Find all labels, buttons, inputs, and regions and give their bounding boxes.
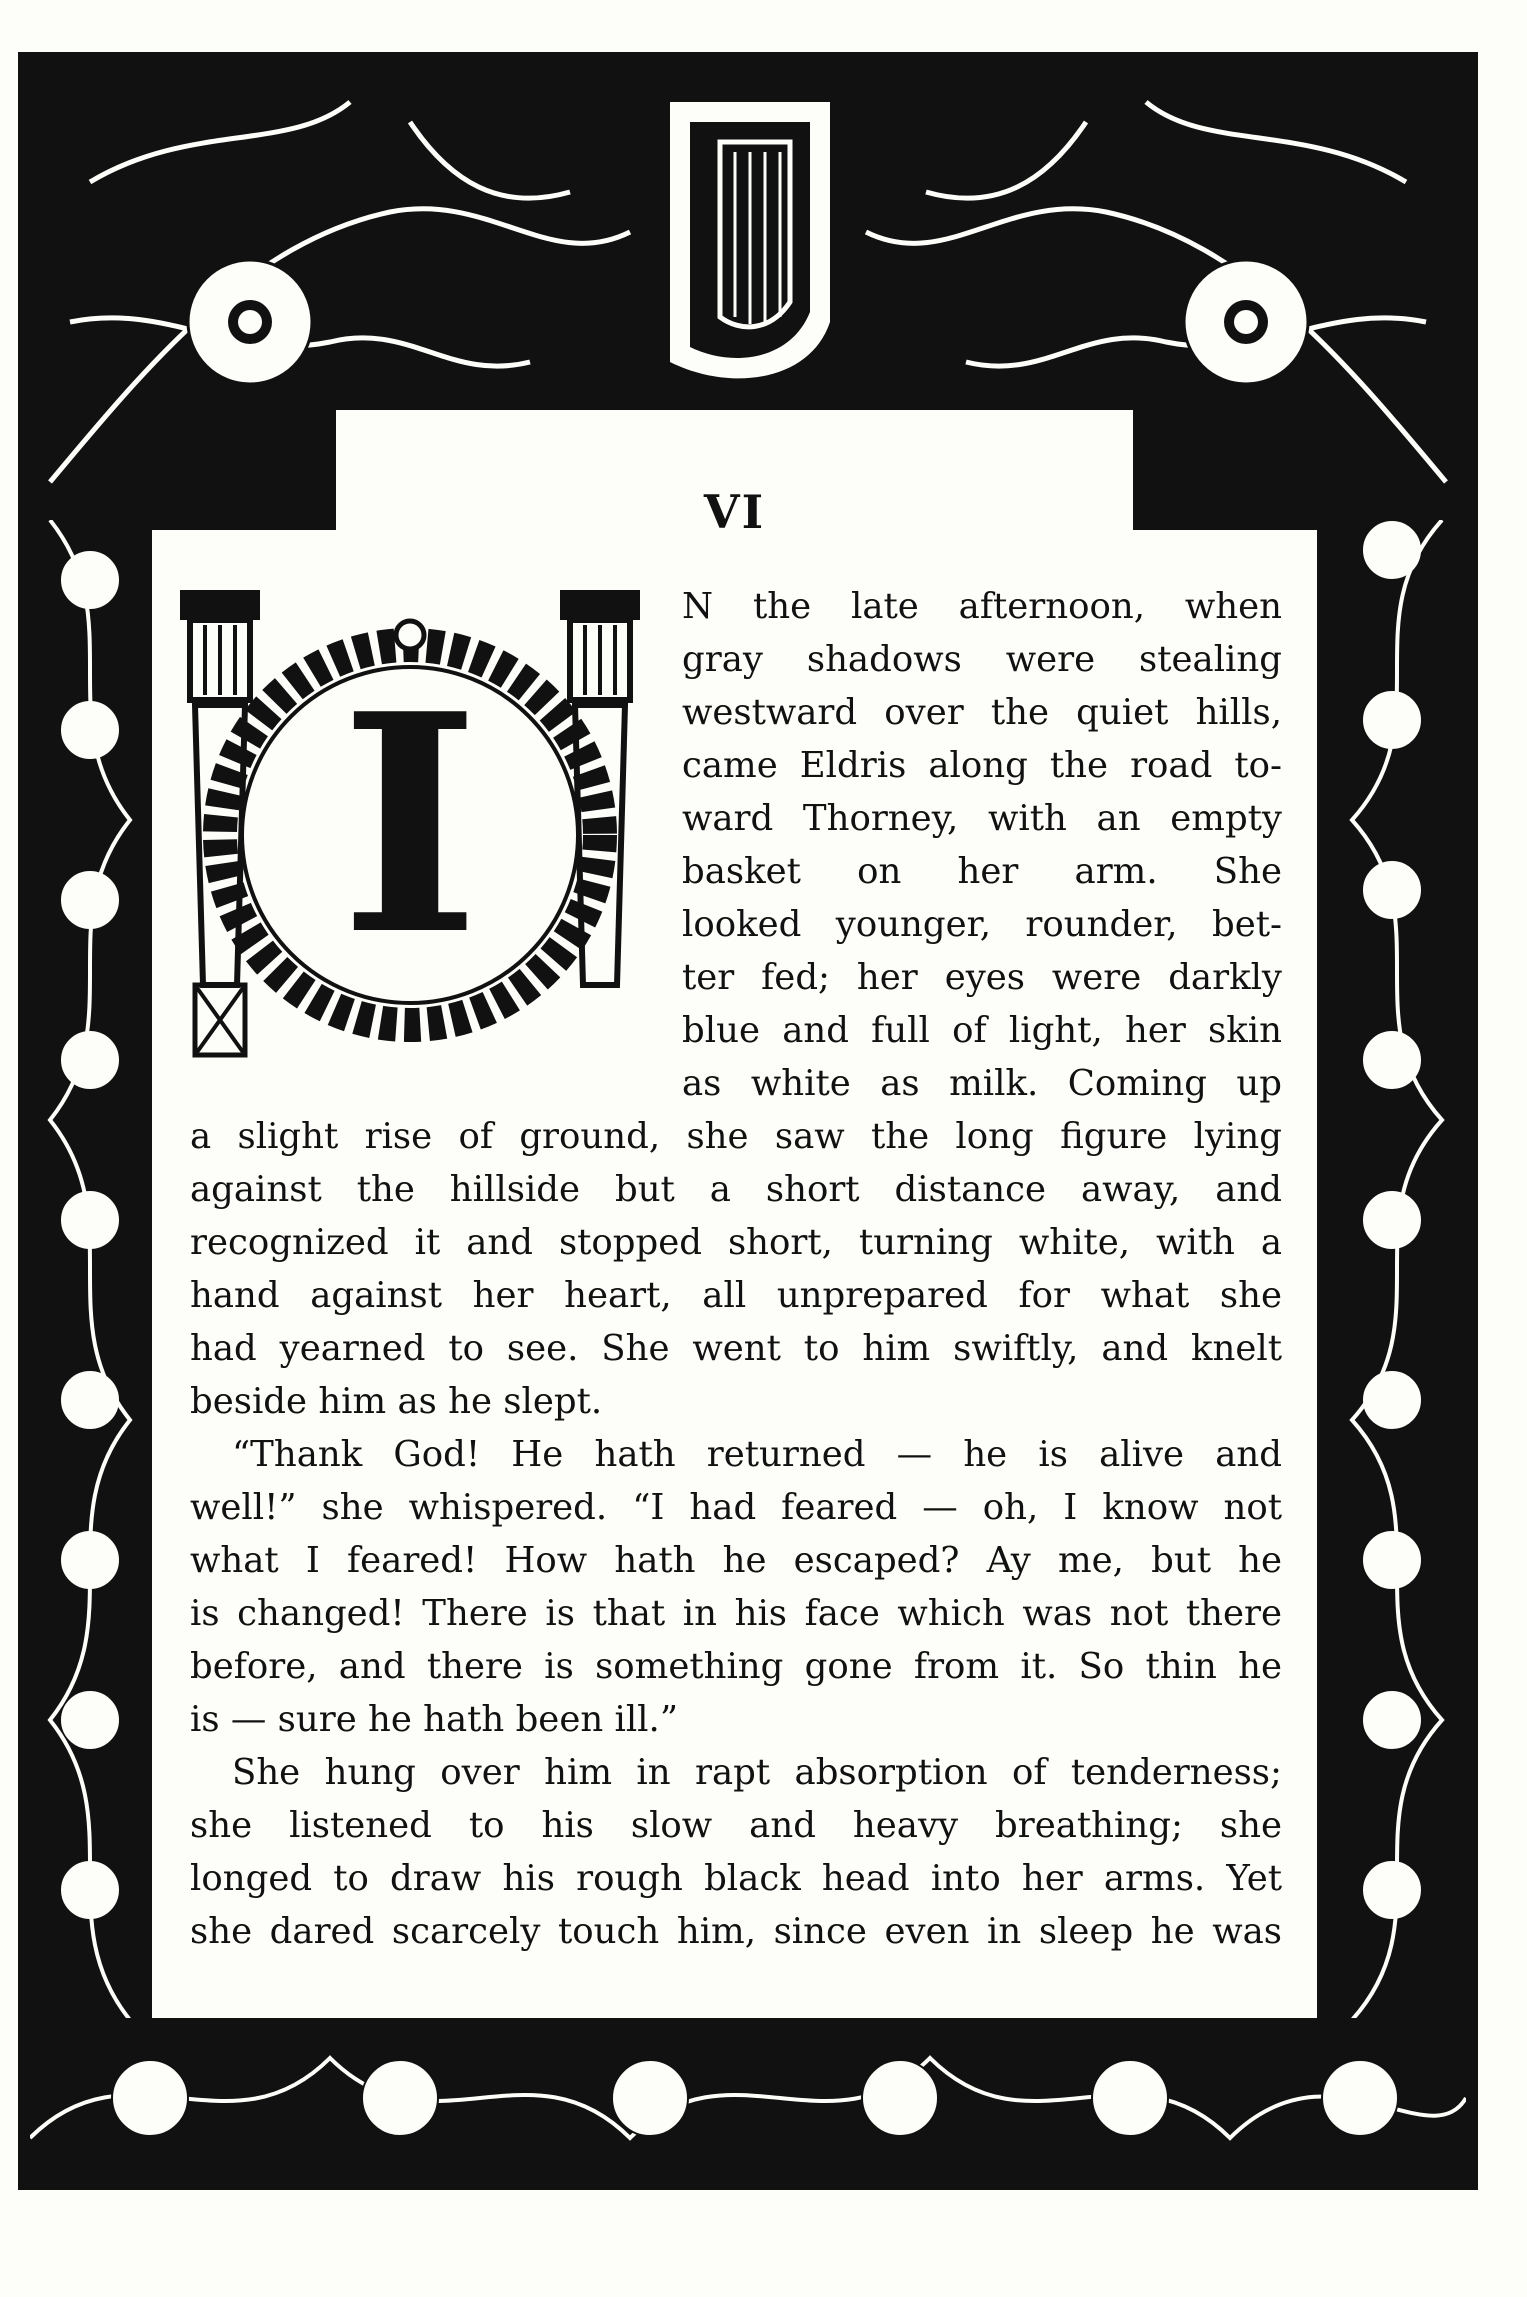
text-line: she dared scarcely touch him, since even in sleep he was (190, 1911, 1282, 1952)
chapter-heading: VI (703, 485, 766, 539)
text-line: ter fed; her eyes were darkly (682, 957, 1282, 998)
text-line: blue and full of light, her skin (682, 1010, 1282, 1051)
text-line: She hung over him in rapt absorption of tenderness; (232, 1752, 1282, 1793)
text-line: against the hillside but a short distance away, and (190, 1169, 1282, 1210)
text-line: looked younger, rounder, bet- (682, 904, 1282, 945)
text-line: what I feared! How hath he escaped? Ay me, but he (190, 1540, 1282, 1581)
text-line: had yearned to see. She went to him swiftly, and knelt (190, 1328, 1282, 1369)
text-line: gray shadows were stealing (682, 639, 1282, 680)
text-line: well!” she whispered. “I had feared — oh, I know not (190, 1487, 1282, 1528)
text-line: is changed! There is that in his face which was not there (190, 1593, 1282, 1634)
text-line: she listened to his slow and heavy breathing; she (190, 1805, 1282, 1846)
body-text (190, 1110, 1282, 1958)
text-line: is — sure he hath been ill.” (190, 1699, 678, 1740)
drop-cap-letter: I (339, 648, 481, 1001)
text-line: beside him as he slept. (190, 1381, 603, 1422)
drop-cap (175, 585, 645, 1105)
text-line: longed to draw his rough black head into her arms. Yet (190, 1858, 1282, 1899)
text-line: before, and there is something gone from it. So thin he (190, 1646, 1282, 1687)
text-line: N the late afternoon, when (682, 586, 1282, 627)
text-line: came Eldris along the road to- (682, 745, 1282, 786)
text-line: a slight rise of ground, she saw the long figure lying (190, 1116, 1282, 1157)
text-line: recognized it and stopped short, turning white, with a (190, 1222, 1282, 1263)
wreath-columns-icon (175, 585, 645, 1105)
paragraph-opening (682, 580, 1282, 1110)
text-line: “Thank God! He hath returned — he is alive and (232, 1434, 1282, 1475)
left-ornament-band (30, 520, 152, 2020)
text-line: ward Thorney, with an empty (682, 798, 1282, 839)
right-ornament-band (1322, 520, 1462, 2020)
text-line: basket on her arm. She (682, 851, 1282, 892)
text-line: hand against her heart, all unprepared for what she (190, 1275, 1282, 1316)
text-line: as white as milk. Coming up (682, 1063, 1282, 1104)
text-line: westward over the quiet hills, (682, 692, 1282, 733)
page-number: 360 (712, 2025, 758, 2053)
